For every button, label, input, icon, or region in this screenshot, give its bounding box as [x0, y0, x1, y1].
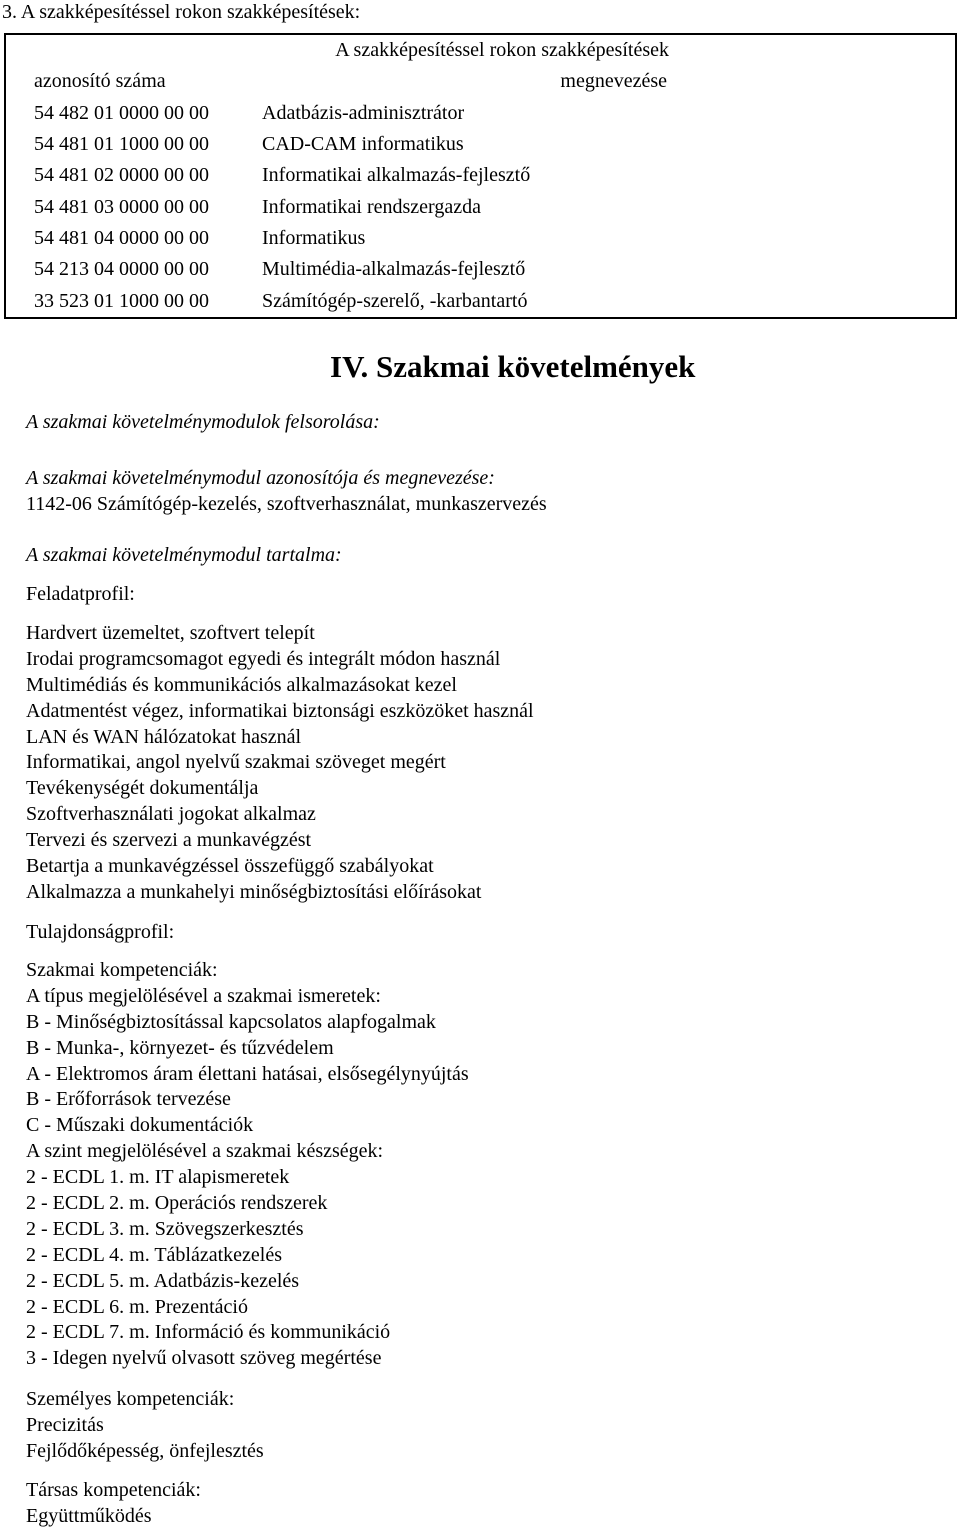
list-item: Alkalmazza a munkahelyi minőségbiztosítási előírásokat — [26, 880, 482, 903]
row-name: Informatikai alkalmazás-fejlesztő — [262, 164, 531, 187]
table-row — [5, 285, 956, 317]
personal-competencies-block — [26, 1387, 946, 1465]
list-item: Fejlődőképesség, önfejlesztés — [26, 1439, 264, 1462]
list-item: 3 - Idegen nyelvű olvasott szöveg megértése — [26, 1347, 382, 1370]
table-row — [5, 254, 956, 285]
list-item: B - Minőségbiztosítással kapcsolatos alapfogalmak — [26, 1010, 436, 1033]
table-row — [5, 191, 956, 222]
table-row — [5, 98, 956, 129]
list-item: B - Erőforrások tervezése — [26, 1088, 231, 1111]
modules-list-label-text: A szakmai követelménymodulok felsorolása: — [26, 411, 380, 433]
table-header-row — [5, 34, 956, 66]
row-id: 54 481 04 0000 00 00 — [34, 226, 209, 249]
knowledge-label: A típus megjelölésével a szakmai ismeretek: — [26, 984, 381, 1007]
row-name: Adatbázis-adminisztrátor — [262, 101, 465, 124]
list-item: 2 - ECDL 5. m. Adatbázis-kezelés — [26, 1269, 300, 1292]
attribute-profile-label — [26, 920, 946, 946]
module-content-label — [26, 543, 946, 569]
module-id-value: 1142-06 Számítógép-kezelés, szoftverhasználat, munkaszervezés — [26, 492, 547, 515]
module-info-block — [26, 466, 946, 518]
list-item: Precizitás — [26, 1413, 104, 1436]
main-heading: IV. Szakmai követelmények — [330, 349, 696, 384]
module-id-label: A szakmai követelménymodul azonosítója és megnevezése: — [26, 467, 495, 489]
professional-competencies-label: Szakmai kompetenciák: — [26, 959, 218, 981]
professional-competencies-block — [26, 958, 946, 1372]
list-item: 2 - ECDL 6. m. Prezentáció — [26, 1295, 248, 1318]
row-name: Informatikus — [262, 226, 366, 249]
list-item: 2 - ECDL 7. m. Információ és kommunikáció — [26, 1321, 391, 1344]
list-item: Tervezi és szervezi a munkavégzést — [26, 829, 312, 852]
table-header-name: megnevezése — [560, 70, 667, 93]
related-qualifications-table — [4, 33, 957, 319]
list-item: Adatmentést végez, informatikai biztonsági eszközöket használ — [26, 699, 534, 722]
module-content-label-text: A szakmai követelménymodul tartalma: — [26, 544, 342, 566]
list-item: C - Műszaki dokumentációk — [26, 1114, 254, 1137]
list-item: Szoftverhasználati jogokat alkalmaz — [26, 803, 316, 826]
row-name: Informatikai rendszergazda — [262, 195, 481, 218]
list-item: Informatikai, angol nyelvű szakmai szöveget megért — [26, 751, 446, 774]
section-title: 3. A szakképesítéssel rokon szakképesítések: — [2, 1, 361, 23]
row-id: 54 481 02 0000 00 00 — [34, 164, 209, 187]
list-item: 2 - ECDL 4. m. Táblázatkezelés — [26, 1243, 283, 1266]
social-competencies-block — [26, 1478, 946, 1530]
list-item: Betartja a munkavégzéssel összefüggő szabályokat — [26, 855, 434, 878]
list-item: Hardvert üzemeltet, szoftvert telepít — [26, 622, 315, 644]
list-item: Tevékenységét dokumentálja — [26, 777, 259, 800]
task-profile-label — [26, 582, 946, 608]
table-row — [5, 129, 956, 160]
attribute-profile-label-text: Tulajdonságprofil: — [26, 921, 175, 943]
row-id: 54 213 04 0000 00 00 — [34, 258, 209, 281]
list-item: Multimédiás és kommunikációs alkalmazásokat kezel — [26, 673, 457, 696]
table-header-row — [5, 66, 956, 97]
row-name: Multimédia-alkalmazás-fejlesztő — [262, 258, 526, 281]
table-row — [5, 223, 956, 254]
list-item: Együttműködés — [26, 1504, 152, 1527]
table-row — [5, 160, 956, 191]
list-item: 2 - ECDL 2. m. Operációs rendszerek — [26, 1192, 328, 1215]
modules-list-label — [26, 410, 946, 436]
row-name: Számítógép-szerelő, -karbantartó — [262, 289, 528, 312]
list-item: LAN és WAN hálózatokat használ — [26, 725, 302, 748]
row-id: 54 482 01 0000 00 00 — [34, 101, 209, 124]
table-header-top: A szakképesítéssel rokon szakképesítések — [335, 39, 669, 62]
list-item: 2 - ECDL 1. m. IT alapismeretek — [26, 1166, 290, 1189]
list-item: 2 - ECDL 3. m. Szövegszerkesztés — [26, 1217, 304, 1240]
row-name: CAD-CAM informatikus — [262, 133, 464, 156]
personal-competencies-label: Személyes kompetenciák: — [26, 1388, 235, 1410]
list-item: A - Elektromos áram élettani hatásai, elsősegélynyújtás — [26, 1062, 469, 1085]
row-id: 33 523 01 1000 00 00 — [34, 289, 209, 312]
social-competencies-label: Társas kompetenciák: — [26, 1479, 201, 1501]
table-header-id: azonosító száma — [34, 70, 166, 93]
task-profile-list — [26, 621, 946, 906]
skills-label: A szint megjelölésével a szakmai készségek: — [26, 1140, 384, 1163]
list-item: B - Munka-, környezet- és tűzvédelem — [26, 1036, 334, 1059]
list-item: Irodai programcsomagot egyedi és integrált módon használ — [26, 647, 501, 670]
row-id: 54 481 03 0000 00 00 — [34, 195, 209, 218]
task-profile-label-text: Feladatprofil: — [26, 583, 135, 605]
row-id: 54 481 01 1000 00 00 — [34, 133, 209, 156]
